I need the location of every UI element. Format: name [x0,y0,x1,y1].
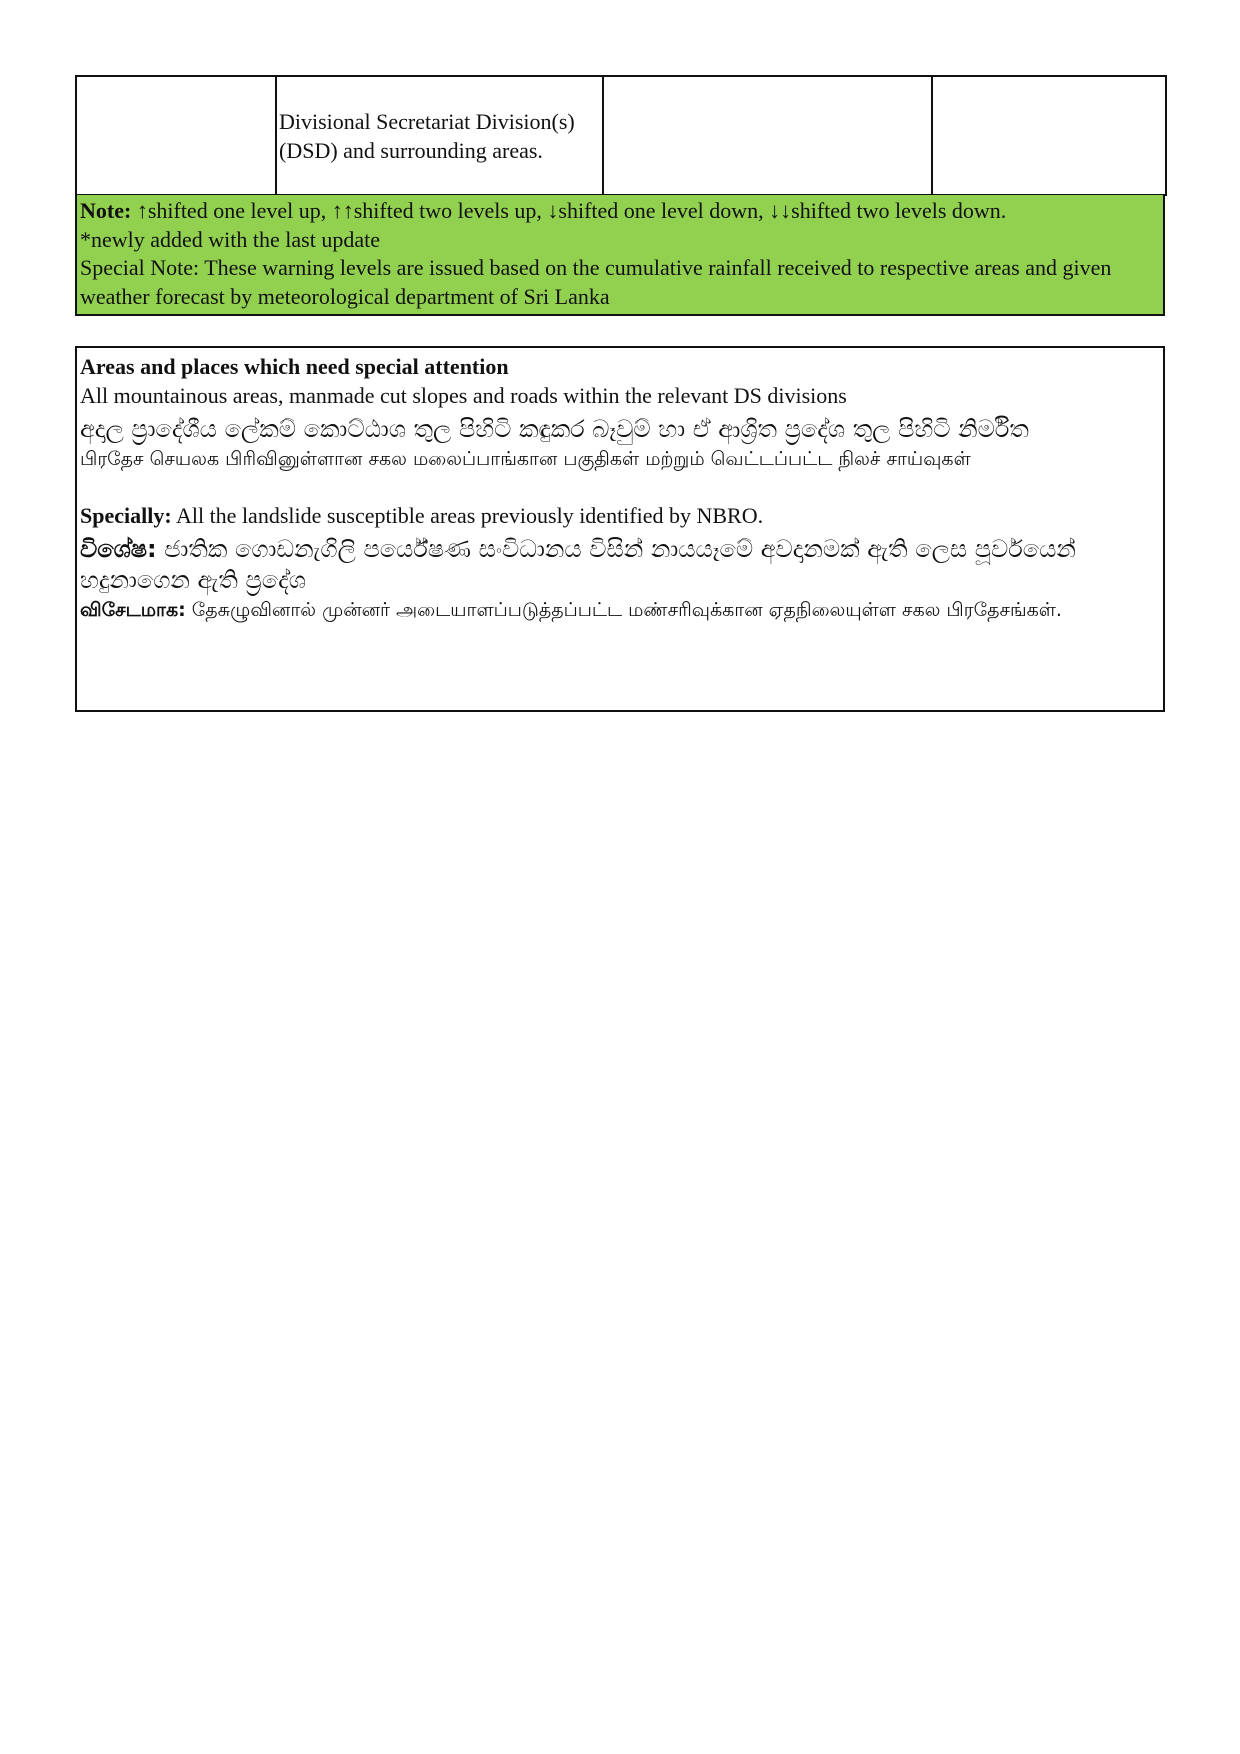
table-cell-dsd [276,76,603,195]
special-note: Special Note: These warning levels are issued based on the cumulative rainfall received to respective areas and given weather forecast by meteorological department of Sri Lanka [80,255,1112,309]
table-cell-empty [932,76,1166,195]
note-box [75,195,1165,316]
attention-english: All mountainous areas, manmade cut slopes and roads within the relevant DS divisions [80,383,847,408]
sinhala-text: ජාතික ගොඩනැගිලි පර්යේෂණ සංවිධානය විසින් නායයෑමේ අවදානමක් ඇති ලෙස පූර්වයෙන් හදුනාගෙන ඇති ප්‍රදේශ [80,535,1076,594]
spacer [80,473,1160,501]
attention-sinhala: අදාල ප්‍රාදේශීය ලේකම් කොට්ඨාශ තුල පිහිටි කඳුකර බෑවුම් හා ඒ ආශ්‍රිත ප්‍රදේශ තුල පිහිටි නිර්මිත [80,415,1029,443]
note-legend-line [80,197,1160,226]
tamil-label: விசேடமாக: [80,599,186,621]
specially-sinhala [80,534,1160,596]
attention-tamil: பிரதேச செயலக பிரிவினுள்ளான சகல மலைப்பாங்கான பகுதிகள் மற்றும் வெட்டப்பட்ட நிலச் சாய்வுகள் [80,448,971,470]
dsd-text: Divisional Secretariat Division(s) (DSD) and surrounding areas. [279,109,575,163]
note-legend: ↑shifted one level up, ↑↑shifted two levels up, ↓shifted one level down, ↓↓shifted two levels down. [131,198,1007,223]
table-cell-empty [603,76,932,195]
table-cell-empty [76,76,276,195]
new-marker-note: *newly added with the last update [80,226,380,252]
specially-english [80,501,1160,530]
specially-tamil [80,596,1160,624]
special-attention-box [75,346,1165,712]
specially-label: Specially: [80,503,172,528]
note-label: Note: [80,198,132,223]
tamil-text: தேசுழுவினால் முன்னர் அடையாளப்படுத்தப்பட்ட மண்சரிவுக்கான ஏதநிலையுள்ள சகல பிரதேசங்கள். [185,599,1062,621]
table-row [76,76,1166,195]
attention-heading: Areas and places which need special attention [80,354,509,379]
warning-table-fragment [75,75,1167,196]
sinhala-label: විශේෂ: [80,535,157,563]
specially-text: All the landslide susceptible areas previously identified by NBRO. [171,503,764,528]
